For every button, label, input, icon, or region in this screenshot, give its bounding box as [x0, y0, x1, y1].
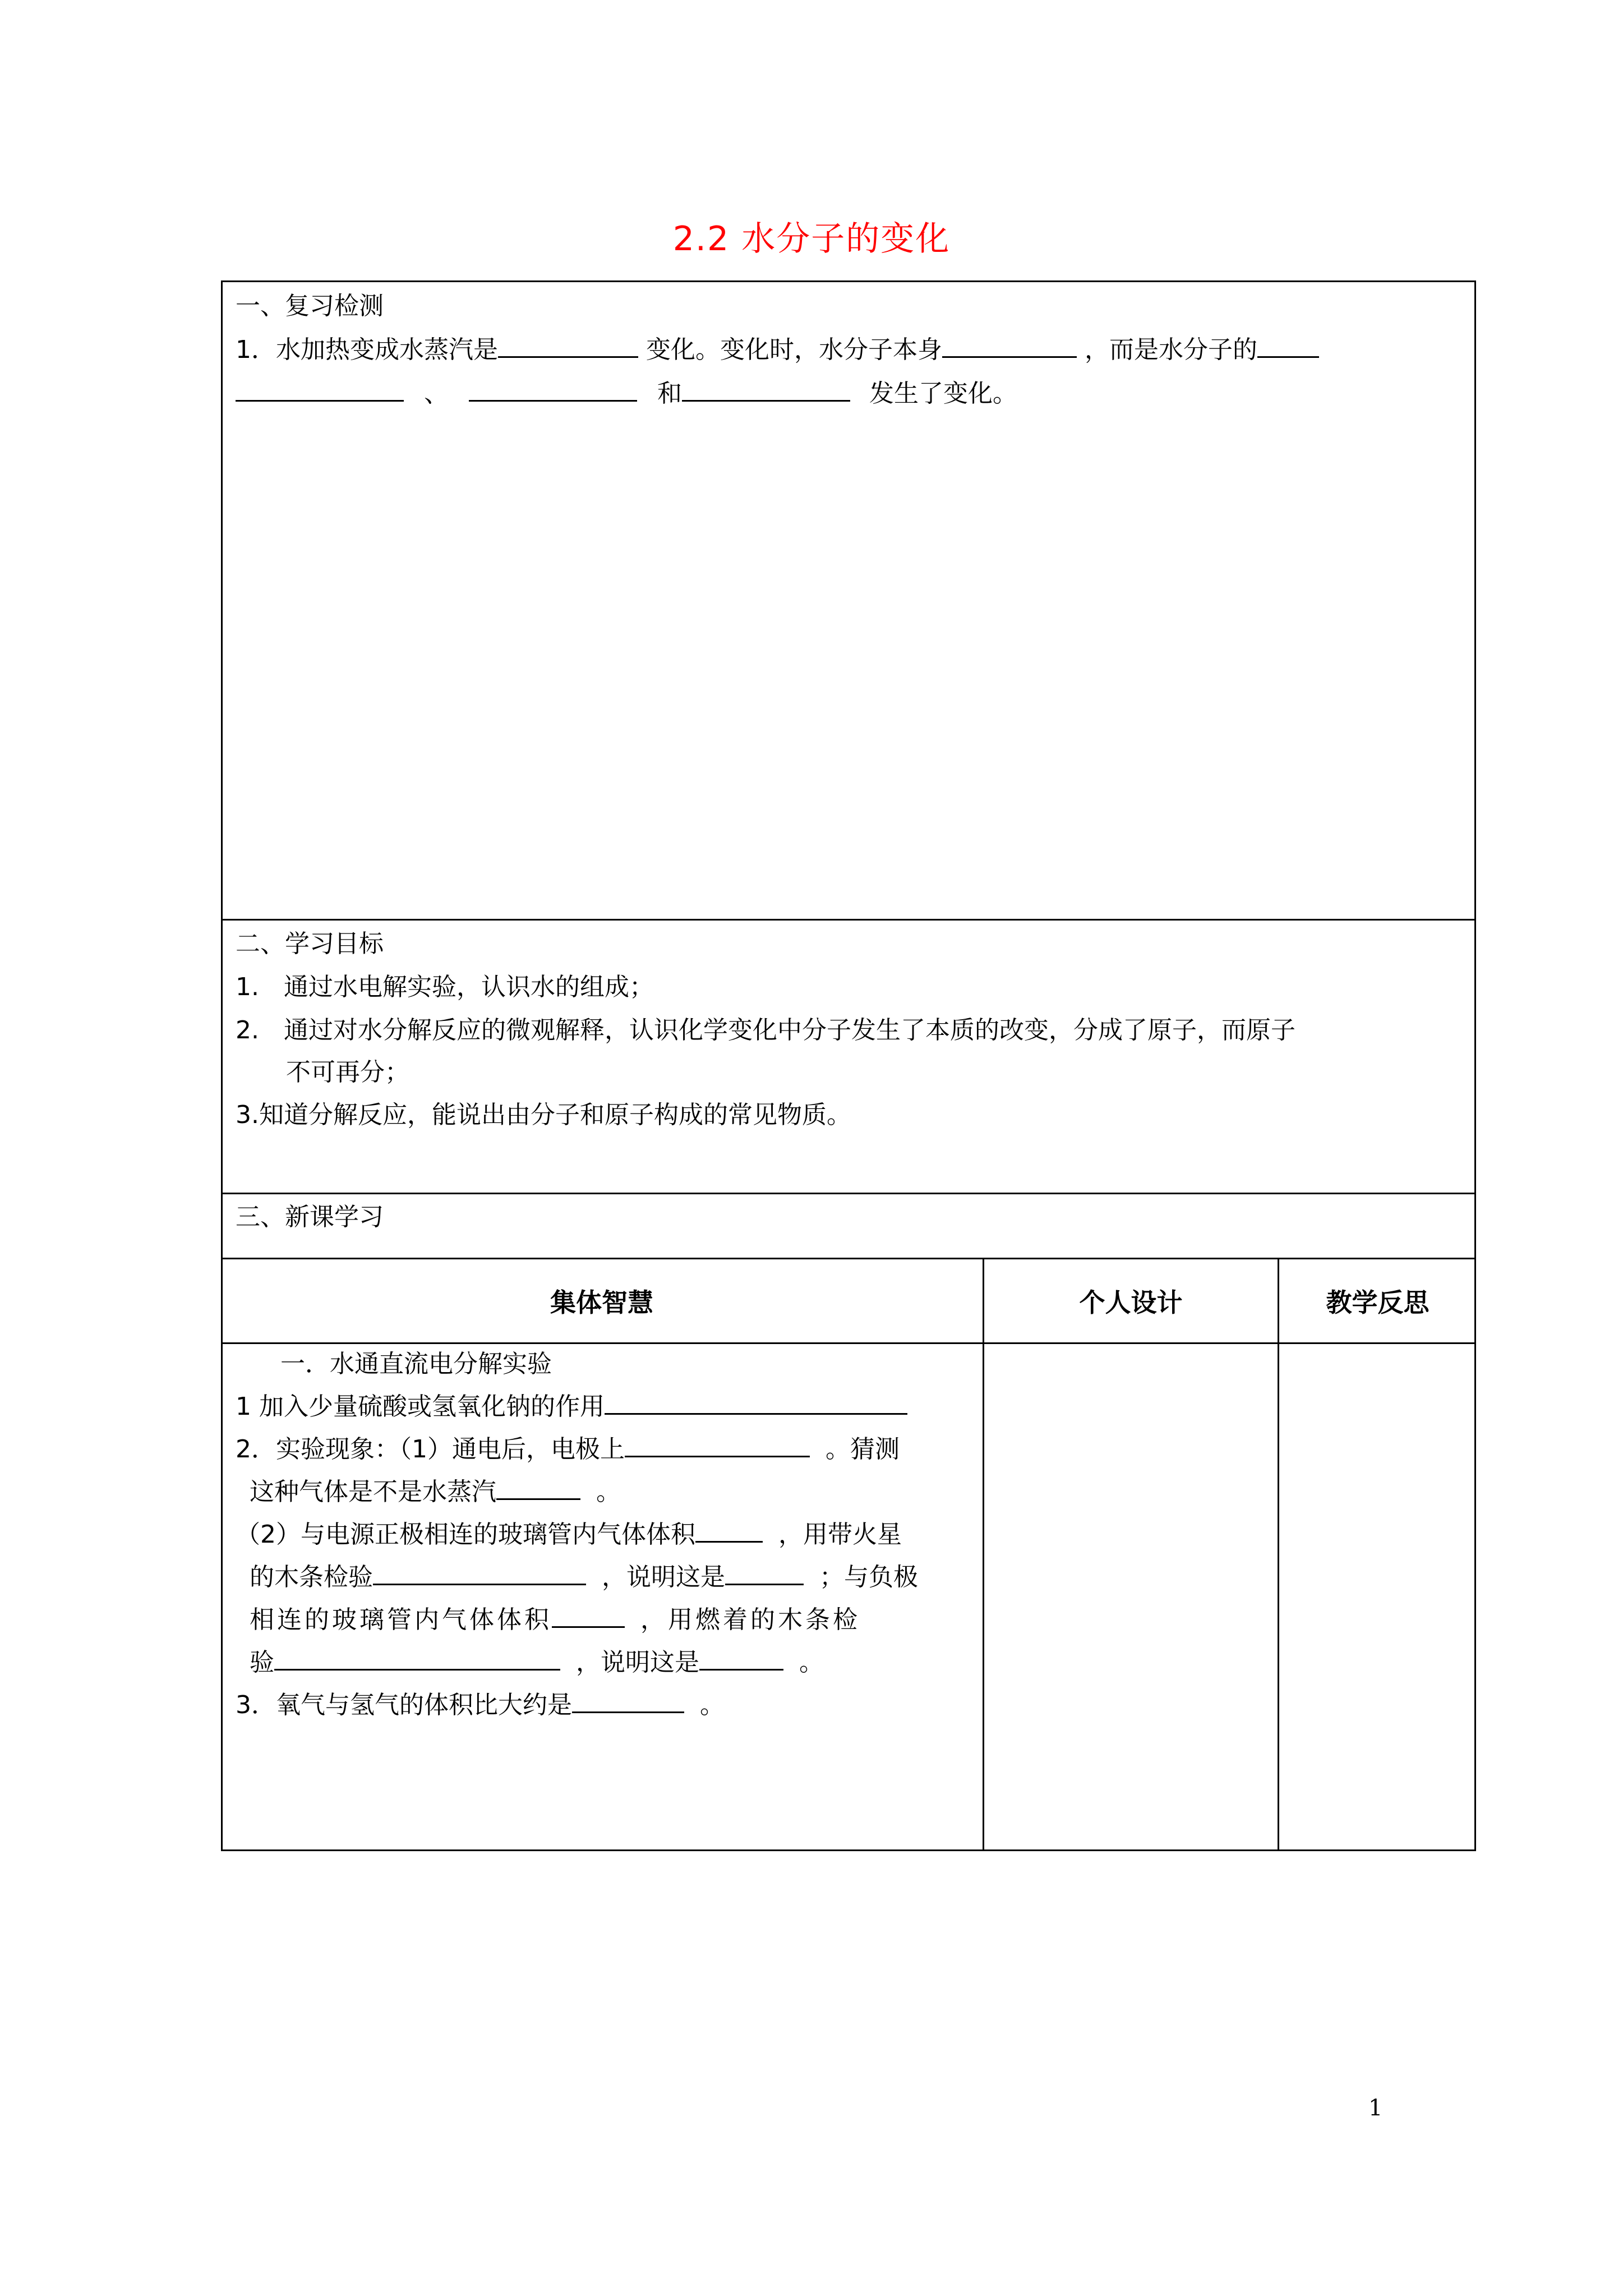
column-header-personal: 个人设计: [1079, 1287, 1183, 1318]
answer-blank[interactable]: [236, 378, 404, 402]
lesson-line-2: [236, 1428, 900, 1471]
text: ，说明这是: [602, 1563, 725, 1591]
text: 2．实验现象：（1）通电后，电极上: [236, 1435, 625, 1464]
text: ，而是水分子的: [1085, 335, 1257, 364]
column-divider: [983, 1258, 984, 1851]
answer-blank[interactable]: [682, 378, 850, 402]
lesson-line-1: [236, 1386, 907, 1428]
text: 。: [596, 1478, 621, 1506]
text: 。猜测: [826, 1435, 900, 1464]
answer-blank[interactable]: [572, 1689, 684, 1713]
page-number: 1: [1368, 2095, 1383, 2121]
lesson-line-5: [250, 1556, 918, 1599]
text: 的木条检验: [250, 1563, 373, 1591]
text: 3．氧气与氢气的体积比大约是: [236, 1691, 572, 1719]
row-divider: [221, 1258, 1476, 1259]
objective-item-1: 1. 通过水电解实验，认识水的组成；: [236, 973, 654, 1001]
answer-blank[interactable]: [605, 1391, 907, 1415]
text: （2）与电源正极相连的玻璃管内气体体积: [236, 1520, 695, 1549]
text: 验: [250, 1648, 274, 1677]
row-divider: [221, 919, 1476, 921]
text: 1．水加热变成水蒸汽是: [236, 335, 498, 364]
lesson-line-4: [236, 1513, 902, 1556]
review-question-line-2: [236, 372, 1017, 415]
page-title: 2.2 水分子的变化: [672, 219, 951, 259]
lesson-line-7: [250, 1641, 824, 1684]
lesson-line-3: [250, 1471, 621, 1513]
text: ，用燃着的木条检: [640, 1605, 860, 1634]
review-question-line-1: [236, 329, 1319, 371]
answer-blank[interactable]: [496, 1476, 580, 1500]
objective-item-3: 3.知道分解反应，能说出由分子和原子构成的常见物质。: [236, 1101, 851, 1129]
answer-blank[interactable]: [942, 334, 1077, 358]
column-divider: [1278, 1258, 1279, 1851]
text: 变化。变化时，水分子本身: [646, 335, 942, 364]
answer-blank[interactable]: [725, 1561, 804, 1585]
answer-blank[interactable]: [373, 1561, 586, 1585]
answer-blank[interactable]: [1257, 334, 1319, 358]
text: 、: [424, 379, 449, 408]
lesson-line-8: [236, 1684, 725, 1727]
lesson-line-6: [250, 1599, 860, 1641]
section-objectives-heading: 二、学习目标: [236, 930, 384, 958]
text: 和: [657, 379, 682, 408]
column-header-reflection: 教学反思: [1326, 1287, 1430, 1318]
column-header-collective: 集体智慧: [550, 1287, 653, 1318]
text: 1 加入少量硫酸或氢氧化钠的作用: [236, 1392, 605, 1421]
section-review-heading: 一、复习检测: [236, 292, 384, 320]
answer-blank[interactable]: [552, 1604, 625, 1628]
text: ；与负极: [819, 1563, 918, 1591]
experiment-heading: 一．水通直流电分解实验: [280, 1350, 552, 1378]
text: 。: [700, 1691, 725, 1719]
answer-blank[interactable]: [625, 1433, 810, 1457]
text: 这种气体是不是水蒸汽: [250, 1478, 496, 1506]
text: 发生了变化。: [869, 379, 1017, 408]
text: 。: [799, 1648, 824, 1677]
answer-blank[interactable]: [469, 378, 637, 402]
section-new-lesson-heading: 三、新课学习: [236, 1203, 384, 1231]
objective-item-2-cont: 不可再分；: [286, 1058, 409, 1087]
answer-blank[interactable]: [498, 334, 638, 358]
text: 相连的玻璃管内气体体积: [250, 1605, 552, 1634]
answer-blank[interactable]: [274, 1646, 560, 1671]
text: ，用带火星: [778, 1520, 902, 1549]
row-divider: [221, 1193, 1476, 1194]
answer-blank[interactable]: [695, 1519, 763, 1543]
answer-blank[interactable]: [699, 1646, 783, 1671]
text: ，说明这是: [576, 1648, 699, 1677]
objective-item-2: 2. 通过对水分解反应的微观解释，认识化学变化中分子发生了本质的改变，分成了原子，而原子: [236, 1016, 1295, 1045]
